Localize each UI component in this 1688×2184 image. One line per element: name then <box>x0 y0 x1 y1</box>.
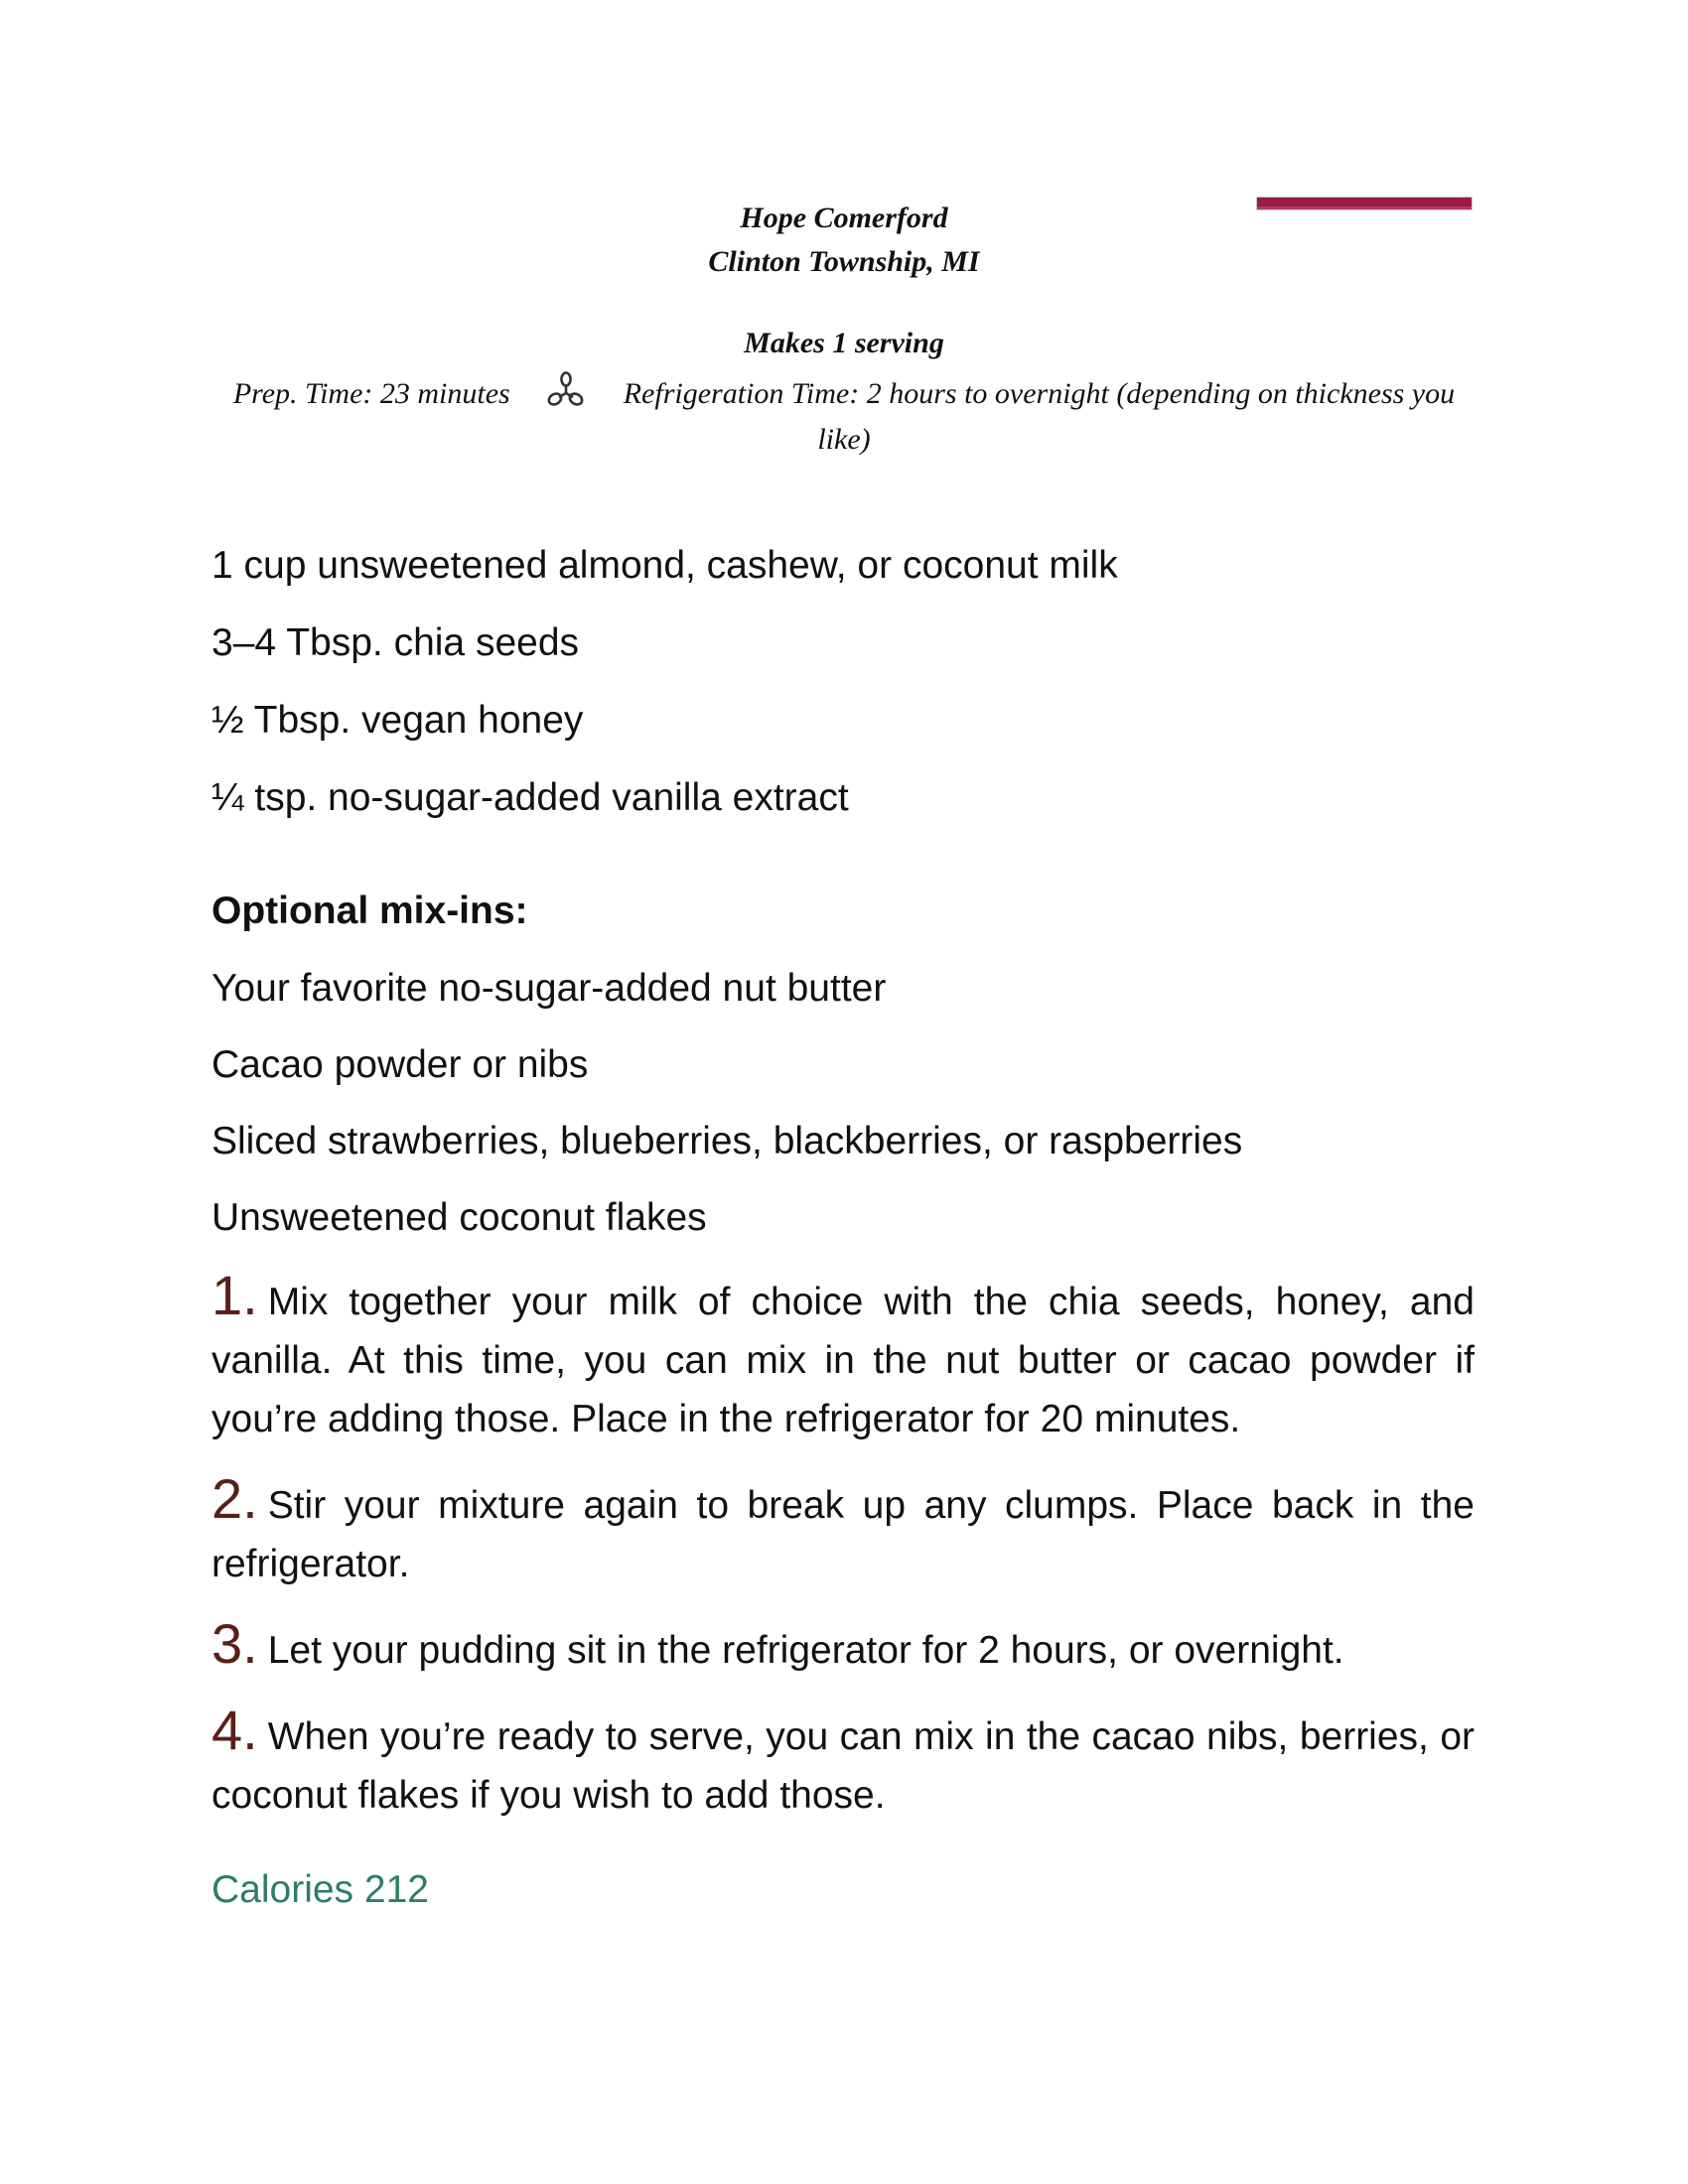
instruction-step <box>211 1467 1475 1593</box>
step-number: 2. <box>211 1467 258 1530</box>
author-location: Clinton Township, MI <box>708 245 980 278</box>
ingredient-item: 1 cup unsweetened almond, cashew, or coconut milk <box>211 544 1118 587</box>
ingredient-item: ½ Tbsp. vegan honey <box>211 699 584 742</box>
ingredient-item: ¼ tsp. no-sugar-added vanilla extract <box>211 776 849 819</box>
instruction-step <box>211 1264 1475 1448</box>
timing-info <box>209 369 1479 463</box>
servings: Makes 1 serving <box>744 327 944 359</box>
instruction-step <box>211 1612 1475 1680</box>
mixin-item: Your favorite no-sugar-added nut butter <box>211 967 887 1010</box>
author-name: Hope Comerford <box>740 202 948 234</box>
recipe-body <box>211 536 1475 1920</box>
refrigeration-time: Refrigeration Time: 2 hours to overnight (depending on thickness you like) <box>623 377 1456 456</box>
ingredient-item: 3–4 Tbsp. chia seeds <box>211 621 580 664</box>
prep-time: Prep. Time: 23 minutes <box>232 377 510 410</box>
mixin-item: Sliced strawberries, blueberries, blackberries, or raspberries <box>211 1120 1243 1162</box>
calories-info: Calories 212 <box>211 1868 429 1911</box>
step-text: Stir your mixture again to break up any clumps. Place back in the refrigerator. <box>211 1484 1475 1585</box>
step-number: 4. <box>211 1699 258 1761</box>
step-number: 1. <box>211 1264 258 1326</box>
leaf-cluster-icon <box>544 369 588 413</box>
step-text: Let your pudding sit in the refrigerator for 2 hours, or overnight. <box>267 1629 1344 1672</box>
step-text: Mix together your milk of choice with the chia seeds, honey, and vanilla. At this time, you can mix in the nut butter or cacao powder if you’re adding those. Place in the refrigerator for 20 minutes. <box>211 1281 1475 1440</box>
instructions <box>211 1264 1475 1825</box>
mixin-item: Cacao powder or nibs <box>211 1043 589 1086</box>
mixin-list <box>211 959 1475 1265</box>
mixins-heading: Optional mix-ins: <box>211 889 528 932</box>
step-text: When you’re ready to serve, you can mix in the cacao nibs, berries, or coconut flakes if you wish to add those. <box>211 1715 1475 1817</box>
instruction-step <box>211 1699 1475 1825</box>
step-number: 3. <box>211 1612 258 1675</box>
mixin-item: Unsweetened coconut flakes <box>211 1196 707 1239</box>
ingredient-list <box>211 536 1475 846</box>
